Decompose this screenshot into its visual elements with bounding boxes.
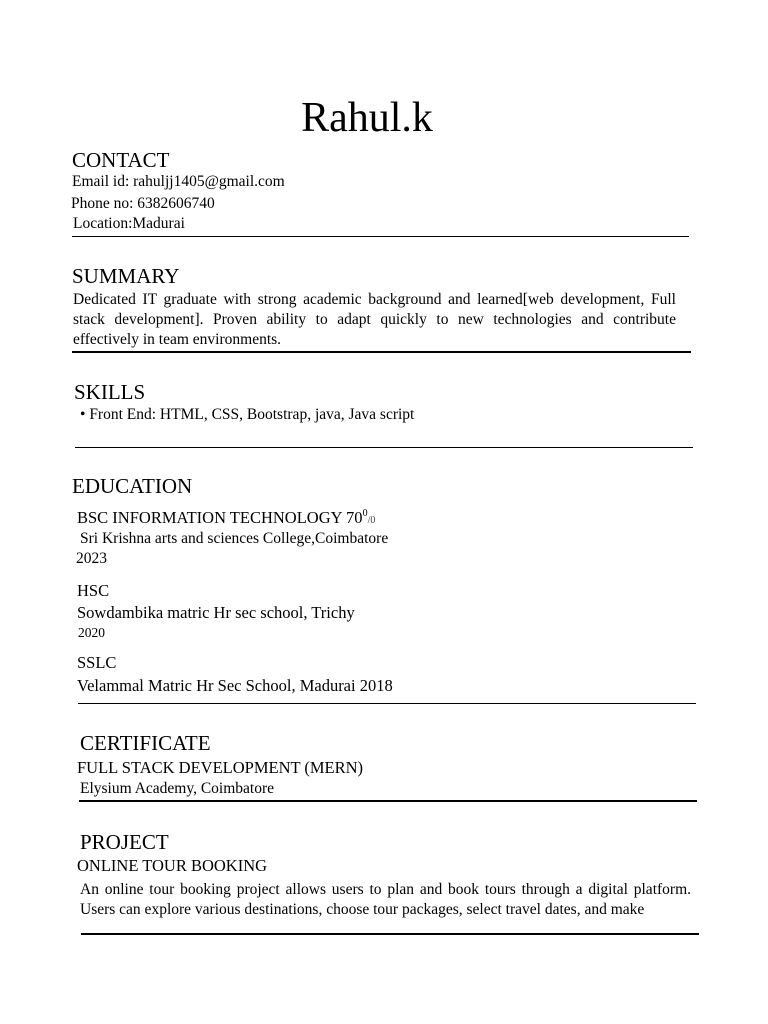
bullet-icon: •: [80, 406, 86, 423]
education-degree-sslc: SSLC: [77, 653, 117, 672]
skills-item-text: Front End: HTML, CSS, Bootstrap, java, Java script: [89, 406, 415, 423]
education-institution-sslc: Velammal Matric Hr Sec School, Madurai 2018: [77, 676, 393, 695]
skills-list-item: [80, 406, 414, 424]
skills-heading: SKILLS: [74, 380, 146, 404]
education-year-bsc: 2023: [76, 550, 107, 567]
education-heading: EDUCATION: [72, 474, 193, 498]
project-description: An online tour booking project allows users to plan and book tours through a digital platform. Users can explore various destinations, choose tour packages, select travel dates, and make: [80, 881, 691, 918]
percent-tail: /0: [367, 515, 376, 526]
certificate-heading: CERTIFICATE: [80, 731, 211, 755]
contact-heading: CONTACT: [72, 148, 170, 172]
project-heading: PROJECT: [80, 830, 169, 854]
certificate-title: FULL STACK DEVELOPMENT (MERN): [77, 758, 364, 777]
education-year-hsc: 2020: [78, 625, 105, 640]
contact-location: Location:Madurai: [73, 215, 185, 232]
project-divider: [81, 933, 699, 935]
skills-divider: [75, 447, 693, 448]
percent-superscript: 0: [362, 508, 368, 519]
contact-email: Email id: rahuljj1405@gmail.com: [72, 173, 285, 190]
contact-phone: Phone no: 6382606740: [71, 195, 215, 212]
contact-divider: [72, 236, 689, 237]
candidate-name: Rahul.k: [301, 95, 433, 141]
summary-text: Dedicated IT graduate with strong academic background and learned[web development, Full stack development]. Proven ability to adapt quickly to new technologies and contribute effectively in team environments.: [73, 291, 676, 348]
summary-divider: [72, 351, 691, 353]
education-degree-bsc: [77, 508, 375, 528]
certificate-divider: [79, 800, 697, 802]
education-institution-hsc: Sowdambika matric Hr sec school, Trichy: [77, 603, 355, 622]
degree-text: BSC INFORMATION TECHNOLOGY 70: [77, 508, 363, 527]
project-title: ONLINE TOUR BOOKING: [77, 856, 268, 875]
summary-heading: SUMMARY: [72, 264, 180, 288]
certificate-issuer: Elysium Academy, Coimbatore: [80, 780, 274, 797]
education-divider: [78, 703, 696, 704]
education-degree-hsc: HSC: [77, 581, 110, 600]
education-institution-bsc: Sri Krishna arts and sciences College,Coimbatore: [80, 530, 389, 547]
